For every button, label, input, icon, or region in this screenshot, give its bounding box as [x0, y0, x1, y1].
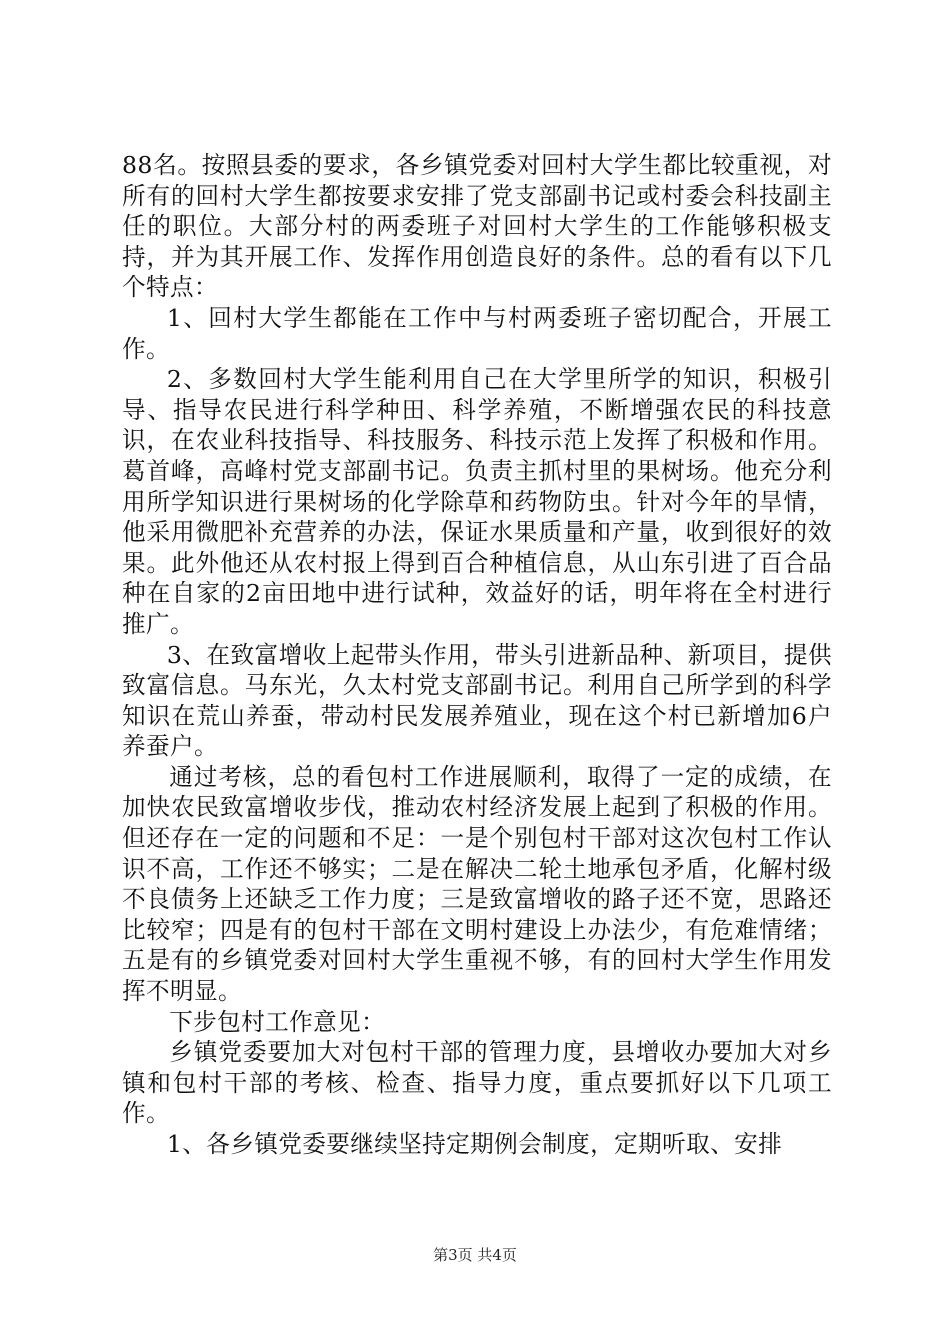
paragraph-point-3: 3、在致富增收上起带头作用，带头引进新品种、新项目，提供致富信息。马东光，久太村党支部副书记。利用自己所学到的科学知识在荒山养蚕，带动村民发展养殖业，现在这个村已新增加6户养蚕户。 [122, 640, 832, 761]
paragraph-intro: 88名。按照县委的要求，各乡镇党委对回村大学生都比较重视，对所有的回村大学生都按要求安排了党支部副书记或村委会科技副主任的职位。大部分村的两委班子对回村大学生的工作能够积极支持，并为其开展工作、发挥作用创造良好的条件。总的看有以下几个特点： [122, 151, 832, 302]
document-body [122, 150, 832, 1160]
paragraph-assessment: 通过考核，总的看包村工作进展顺利，取得了一定的成绩，在加快农民致富增收步伐，推动农村经济发展上起到了积极的作用。但还存在一定的问题和不足：一是个别包村干部对这次包村工作认识不高，工作还不够实；二是在解决二轮土地承包矛盾，化解村级不良债务上还缺乏工作力度；三是致富增收的路子还不宽，思路还比较窄；四是有的包村干部在文明村建设上办法少，有危难情绪；五是有的乡镇党委对回村大学生重视不够，有的回村大学生作用发挥不明显。 [122, 762, 832, 1006]
paragraph-next-steps-intro: 乡镇党委要加大对包村干部的管理力度，县增收办要加大对乡镇和包村干部的考核、检查、指导力度，重点要抓好以下几项工作。 [122, 1038, 832, 1128]
paragraph-next-steps-heading: 下步包村工作意见： [169, 1007, 386, 1036]
paragraph-point-1: 1、回村大学生都能在工作中与村两委班子密切配合，开展工作。 [122, 303, 832, 363]
page-number: 第3页 共4页 [433, 1246, 517, 1264]
paragraph-point-2: 2、多数回村大学生能利用自己在大学里所学的知识，积极引导、指导农民进行科学种田、科学养殖，不断增强农民的科技意识，在农业科技指导、科技服务、科技示范上发挥了积极和作用。葛首峰，高峰村党支部副书记。负责主抓村里的果树场。他充分利用所学知识进行果树场的化学除草和药物防虫。针对今年的旱情，他采用微肥补充营养的办法，保证水果质量和产量，收到很好的效果。此外他还从农村报上得到百合种植信息，从山东引进了百合品种在自家的2亩田地中进行试种，效益好的话，明年将在全村进行推广。 [122, 365, 832, 638]
paragraph-next-steps-item-1: 1、各乡镇党委要继续坚持定期例会制度，定期听取、安排 [166, 1130, 783, 1158]
